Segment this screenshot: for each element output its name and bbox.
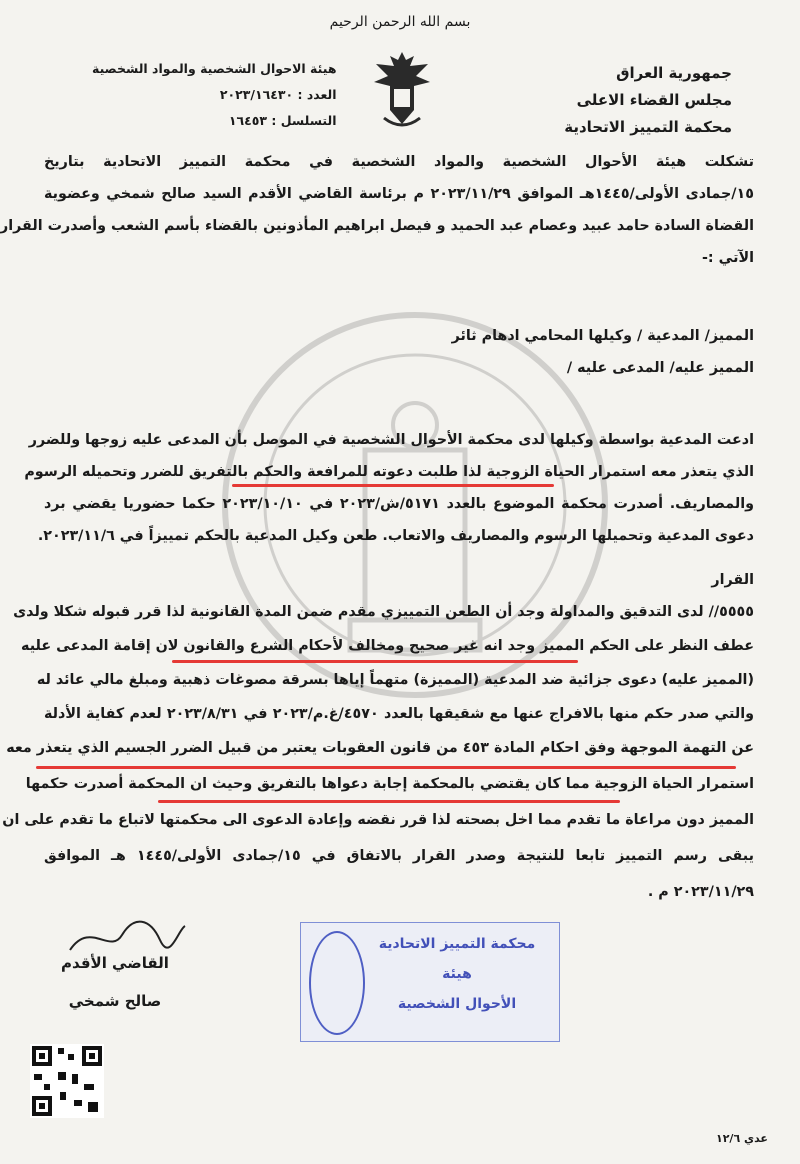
panel-name: هيئة الاحوال الشخصية والمواد الشخصية — [92, 61, 337, 76]
highlight-underline — [172, 660, 578, 663]
respondent-line: المميز عليه/ المدعى عليه / — [566, 360, 754, 376]
sequence-number: التسلسل : ١٦٤٥٣ — [228, 113, 337, 128]
stamp-line: محكمة التمييز الاتحادية — [378, 936, 536, 952]
body-line: الآتي :- — [701, 250, 754, 266]
body-line: يبقى رسم التمييز تابعا للنتيجة وصدر القرار بالاتفاق في ١٥/جمادى الأولى/١٤٤٥ هـ الموافق — [44, 848, 754, 864]
body-line: ٢٠٢٣/١١/٢٩ م . — [647, 884, 754, 900]
court-stamp — [300, 922, 560, 1042]
decision-heading: القرار — [711, 572, 754, 588]
issuer-block — [564, 60, 732, 141]
qr-code-icon — [30, 1044, 104, 1118]
body-line: دعوى المدعية وتحميلها الرسوم والمصاريف والاتعاب. طعن وكيل المدعية بالحكم تمييزاً في ٢٠٢٣/١١/٦. — [37, 528, 754, 544]
country-name: جمهورية العراق — [616, 64, 732, 82]
judge-signature — [60, 910, 190, 960]
body-line: ٥٥٥٥// لدى التدقيق والمداولة وجد أن الطعن التمييزي مقدم ضمن المدة القانونية لذا قرر قبوله شكلا ولدى — [13, 604, 754, 620]
signatory-title: القاضي الأقدم — [61, 954, 169, 972]
body-line: ادعت المدعية بواسطة وكيلها لدى محكمة الأحوال الشخصية في الموصل بأن المدعى عليه زوجها وللضرر — [28, 432, 754, 448]
body-line: (المميز عليه) دعوى جزائية ضد المدعية (المميزة) متهماً إياها بسرقة مصوغات ذهبية ومبلغ مالي عائد له — [36, 672, 754, 688]
stamp-line: الأحوال الشخصية — [397, 996, 517, 1012]
highlight-underline — [158, 800, 620, 803]
body-line: عطف النظر على الحكم المميز وجد انه غير صحيح ومخالف لأحكام الشرع والقانون لان إقامة المدعى عليه — [21, 638, 754, 654]
signatory-name: صالح شمخي — [68, 992, 162, 1010]
body-line: استمرار الحياة الزوجية مما كان يقتضي بالمحكمة إجابة دعواها بالتفريق وحيث ان المحكمة أصدرت حكمها — [25, 776, 754, 792]
body-line: عن التهمة الموجهة وفق احكام المادة ٤٥٣ من قانون العقوبات يعتبر من قبيل الضرر الجسيم الذي يتعذر معه — [6, 740, 754, 756]
highlight-underline — [232, 484, 554, 487]
body-line: والتي صدر حكم منها بالافراج عنها مع شقيقها بالعدد ٤٥٧٠/غ.م/٢٠٢٣ في ٢٠٢٣/٨/٣١ لعدم كفاية الأدلة — [44, 706, 754, 722]
appellant-line: المميز/ المدعية / وكيلها المحامي ادهام ثائر — [451, 328, 754, 344]
highlight-underline — [36, 766, 736, 769]
typist-reference: عدي ١٢/٦ — [716, 1132, 768, 1145]
body-line: المميز دون مراعاة ما تقدم مما اخل بصحته لذا قرر نقضه وإعادة الدعوى الى محكمتها لاتباع ما تقدم على ان — [2, 812, 754, 828]
case-reference-block — [92, 56, 337, 134]
body-line: ١٥/جمادى الأولى/١٤٤٥هـ الموافق ٢٠٢٣/١١/٢٩ م برئاسة القاضي الأقدم السيد صالح شمخي وعضوية — [44, 186, 754, 202]
body-line: والمصاريف. أصدرت محكمة الموضوع بالعدد ٥١٧١/ش/٢٠٢٣ في ٢٠٢٣/١٠/١٠ حكما حضوريا يقضي برد — [44, 496, 754, 512]
body-line: تشكلت هيئة الأحوال الشخصية والمواد الشخصية في محكمة التمييز الاتحادية بتاريخ — [44, 154, 754, 170]
basmala: بسم الله الرحمن الرحيم — [329, 14, 471, 30]
case-number: العدد : ٢٠٢٣/١٦٤٣٠ — [219, 87, 337, 102]
court-name: محكمة التمييز الاتحادية — [564, 118, 732, 136]
stamp-line: هيئة — [442, 966, 472, 982]
stamp-seal-icon — [309, 931, 365, 1035]
iraq-eagle-emblem — [370, 48, 434, 132]
body-line: القضاة السادة حامد عبيد وعصام عبد الحميد و فيصل ابراهيم المأذونين بالقضاء بأسم الشعب وأصدرت القرار — [0, 218, 754, 234]
council-name: مجلس القضاء الاعلى — [576, 91, 732, 109]
body-line: الذي يتعذر معه استمرار الحياة الزوجية لذا طلبت دعوته للمرافعة والحكم بالتفريق للضرر وتحميله الرسوم — [24, 464, 754, 480]
